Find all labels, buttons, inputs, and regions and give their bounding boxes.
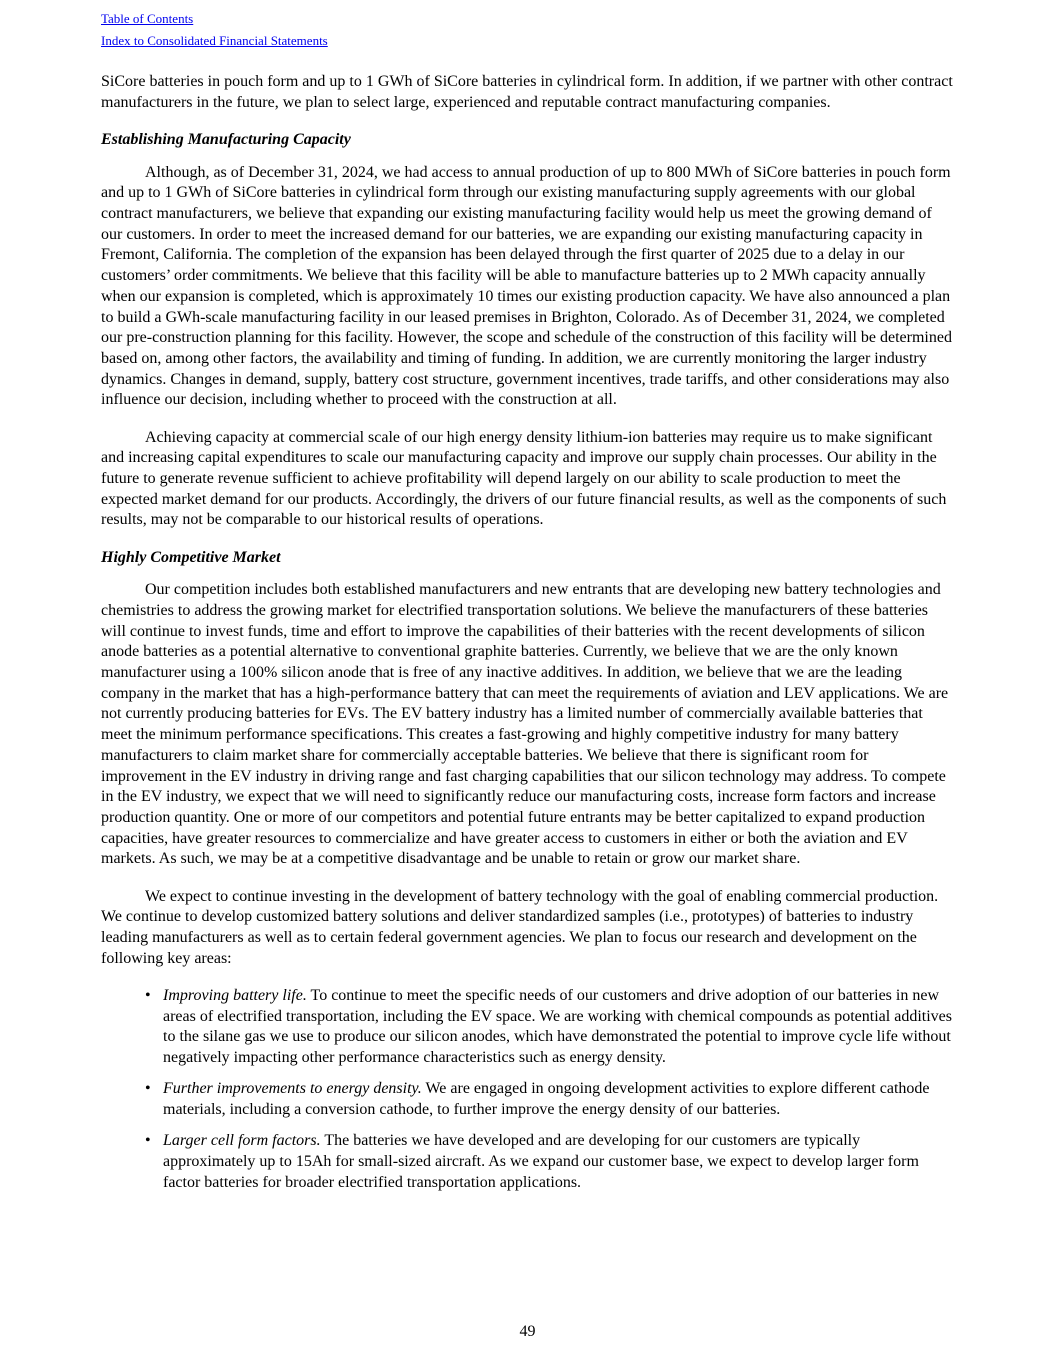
- table-of-contents-link[interactable]: Table of Contents: [101, 11, 194, 26]
- list-item: [145, 1079, 955, 1120]
- manufacturing-paragraph-2: Achieving capacity at commercial scale of our high energy density lithium-ion batteries may require us to make significant and increasing capital expenditures to scale our manufacturing capacity and improve our supply chain processes. Our ability in the future to generate revenue sufficient to achieve profitability will depend largely on our ability to scale production to meet the expected market demand for our products. Accordingly, the drivers of our future financial results, as well as the components of such results, may not be comparable to our historical results of operations.: [101, 428, 947, 529]
- intro-paragraph: SiCore batteries in pouch form and up to 1 GWh of SiCore batteries in cylindrical form. In addition, if we partner with other contract manufacturers in the future, we plan to select large, experienced and reputable contract manufacturing companies.: [101, 73, 953, 111]
- bullet-marker: •: [145, 986, 151, 1004]
- document-body: [101, 72, 955, 1193]
- key-areas-list: [101, 986, 955, 1193]
- bullet-marker: •: [145, 1080, 151, 1098]
- bullet-title: Further improvements to energy density.: [163, 1080, 422, 1098]
- competitive-paragraph-1: Our competition includes both established manufacturers and new entrants that are developing new battery technologies and chemistries to address the growing market for electrified transportation solutions. We believe the manufacturers of these batteries will continue to invest funds, time and effort to improve the capabilities of their batteries with the recent developments of silicon anode batteries as a potential alternative to conventional graphite batteries. Currently, we believe that we are the only known manufacturer using a 100% silicon anode that is free of any inactive additives. In addition, we believe that we are the leading company in the market that has a high-performance battery that can meet the requirements of aviation and LEV applications. We are not currently producing batteries for EVs. The EV battery industry has a limited number of commercially available batteries that meet the minimum performance specifications. This creates a fast-growing and highly competitive industry for many battery manufacturers to claim market share for commercially acceptable batteries. We believe that there is significant room for improvement in the EV industry in driving range and fast charging capabilities that our silicon technology may address. To compete in the EV industry, we expect that we will need to significantly reduce our manufacturing costs, increase form factors and increase production quantity. One or more of our competitors and potential future entrants may be better capitalized to expand production capacities, have greater resources to commercialize and have greater access to customers in either or both the aviation and EV markets. As such, we may be at a competitive disadvantage and be unable to retain or grow our market share.: [101, 581, 949, 868]
- index-financial-statements-link[interactable]: Index to Consolidated Financial Statements: [101, 33, 328, 48]
- bullet-text: To continue to meet the specific needs of our customers and drive adoption of our batteries in new areas of electrified transportation, including the EV space. We are working with chemical compounds as potential additives to the silane gas we use to produce our silicon anodes, which have demonstrated the potential to improve cycle life without negatively impacting other performance characteristics such as energy density.: [163, 986, 952, 1067]
- list-item: [145, 986, 955, 1069]
- bullet-text: We are engaged in ongoing development activities to explore different cathode materials, including a conversion cathode, to further improve the energy density of our batteries.: [163, 1080, 930, 1118]
- section-heading-manufacturing: Establishing Manufacturing Capacity: [101, 130, 351, 148]
- document-page: [101, 8, 955, 1204]
- nav-links: [101, 8, 955, 52]
- manufacturing-paragraph-1: Although, as of December 31, 2024, we had access to annual production of up to 800 MWh of SiCore batteries in pouch form and up to 1 GWh of SiCore batteries in cylindrical form through our existing manufacturing supply agreements with our global contract manufacturers, we believe that expanding our existing manufacturing facility would help us meet the growing demand of our customers. In order to meet the increased demand for our batteries, we are expanding our existing manufacturing capacity in Fremont, California. The completion of the expansion has been delayed through the first quarter of 2025 due to a delay in our customers’ order commitments. We believe that this facility will be able to manufacture batteries up to 2 MWh capacity annually when our expansion is completed, which is approximately 10 times our existing production capacity. We have also announced a plan to build a GWh-scale manufacturing facility in our leased premises in Brighton, Colorado. As of December 31, 2024, we completed our pre-construction planning for this facility. However, the scope and schedule of the construction of this facility will be determined based on, among other factors, the availability and timing of funding. In addition, we are currently monitoring the larger industry dynamics. Changes in demand, supply, battery cost structure, government incentives, trade tariffs, and other considerations may also influence our decision, including whether to proceed with the construction at all.: [101, 163, 952, 409]
- section-heading-competitive: Highly Competitive Market: [101, 548, 281, 566]
- bullet-title: Improving battery life.: [163, 986, 307, 1004]
- competitive-paragraph-2: We expect to continue investing in the development of battery technology with the goal of enabling commercial production. We continue to develop customized battery solutions and deliver standardized samples (i.e., prototypes) of batteries to industry leading manufacturers as well as to certain federal government agencies. We plan to focus our research and development on the following key areas:: [101, 887, 939, 967]
- bullet-marker: •: [145, 1132, 151, 1150]
- bullet-text: The batteries we have developed and are developing for our customers are typically approximately up to 15Ah for small-sized aircraft. As we expand our customer base, we expect to develop larger form factor batteries for broader electrified transportation applications.: [163, 1132, 919, 1191]
- page-number: 49: [519, 1323, 536, 1340]
- bullet-title: Larger cell form factors.: [163, 1132, 321, 1150]
- list-item: [145, 1131, 955, 1193]
